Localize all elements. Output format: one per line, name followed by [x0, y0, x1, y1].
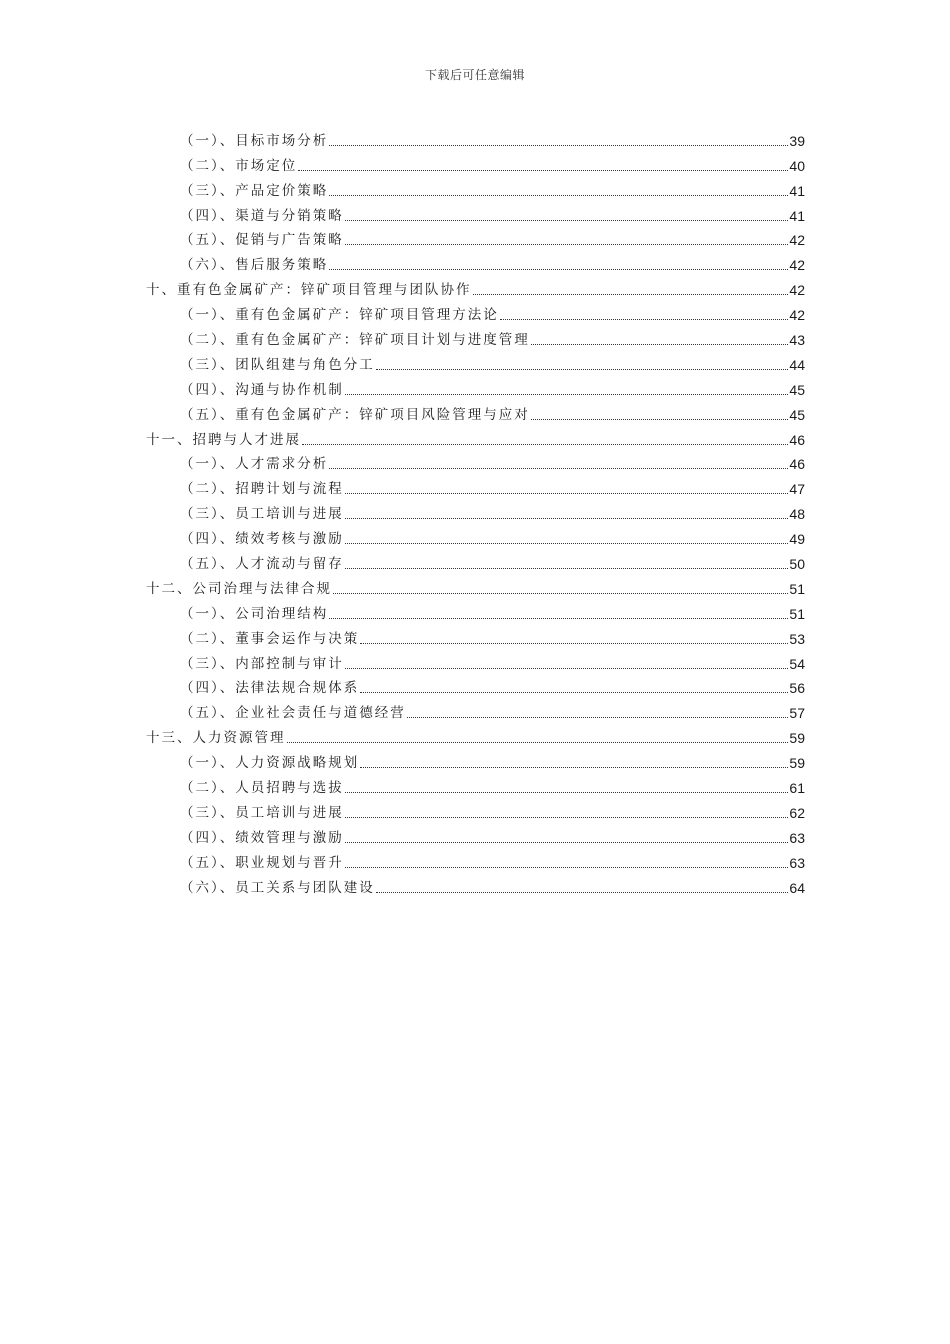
toc-entry-title: （四）、渠道与分销策略	[180, 207, 344, 224]
toc-page-number: 42	[789, 282, 805, 299]
toc-section-entry[interactable]	[0, 349, 950, 374]
toc-section-entry[interactable]	[0, 623, 950, 648]
toc-entry-title: （四）、绩效管理与激励	[180, 829, 344, 846]
dot-leader	[345, 244, 789, 245]
toc-page-number: 57	[789, 705, 805, 722]
toc-entry-line	[180, 779, 805, 797]
toc-entry-line	[180, 704, 805, 722]
toc-entry-line	[180, 530, 805, 548]
toc-entry-line	[180, 879, 805, 897]
toc-entry-line	[180, 381, 805, 399]
toc-entry-line	[180, 331, 805, 349]
toc-section-entry[interactable]	[0, 473, 950, 498]
toc-entry-title: （一）、人力资源战略规划	[180, 755, 360, 772]
toc-section-entry[interactable]	[0, 324, 950, 349]
toc-entry-line	[180, 480, 805, 498]
dot-leader	[298, 170, 788, 171]
toc-entry-title: （二）、董事会运作与决策	[180, 630, 360, 647]
toc-page-number: 44	[789, 356, 805, 373]
toc-entry-title: （五）、促销与广告策略	[180, 232, 344, 249]
dot-leader	[345, 394, 789, 395]
toc-entry-title: （六）、员工关系与团队建设	[180, 879, 375, 896]
toc-page-number: 42	[789, 257, 805, 274]
dot-leader	[345, 493, 789, 494]
toc-entry-line	[180, 679, 805, 697]
dot-leader	[345, 518, 789, 519]
toc-page-number: 56	[789, 680, 805, 697]
dot-leader	[345, 220, 789, 221]
toc-entry-title: （三）、员工培训与进展	[180, 506, 344, 523]
dot-leader	[329, 145, 788, 146]
toc-entry-title: 十一、招聘与人才进展	[146, 431, 301, 448]
toc-entry-line	[180, 555, 805, 573]
toc-section-entry[interactable]	[0, 225, 950, 250]
toc-page-number: 42	[789, 307, 805, 324]
toc-entry-title: （一）、公司治理结构	[180, 605, 329, 622]
toc-page-number: 59	[789, 755, 805, 772]
dot-leader	[531, 419, 789, 420]
toc-entry-line	[180, 804, 805, 822]
toc-entry-title: （二）、市场定位	[180, 157, 298, 174]
toc-entry-title: （五）、职业规划与晋升	[180, 854, 344, 871]
toc-entry-line	[180, 655, 805, 673]
toc-entry-title: 十二、公司治理与法律合规	[146, 580, 332, 597]
toc-entry-line	[180, 505, 805, 523]
toc-page-number: 50	[789, 556, 805, 573]
toc-entry-line	[180, 406, 805, 424]
toc-entry-title: （四）、法律法规合规体系	[180, 680, 360, 697]
dot-leader	[345, 842, 789, 843]
toc-entry-title: （一）、目标市场分析	[180, 132, 329, 149]
dot-leader	[302, 444, 788, 445]
toc-entry-title: （五）、企业社会责任与道德经营	[180, 705, 406, 722]
toc-entry-title: （三）、内部控制与审计	[180, 655, 344, 672]
toc-section-entry[interactable]	[0, 847, 950, 872]
toc-section-entry[interactable]	[0, 523, 950, 548]
dot-leader	[345, 867, 789, 868]
toc-section-entry[interactable]	[0, 498, 950, 523]
toc-entry-line	[180, 854, 805, 872]
toc-page-number: 41	[789, 182, 805, 199]
dot-leader	[500, 319, 789, 320]
toc-page-number: 59	[789, 730, 805, 747]
toc-entry-title: （五）、人才流动与留存	[180, 556, 344, 573]
dot-leader	[345, 668, 789, 669]
toc-section-entry[interactable]	[0, 175, 950, 200]
toc-entry-line	[180, 132, 805, 150]
toc-section-entry[interactable]	[0, 797, 950, 822]
toc-entry-line	[180, 754, 805, 772]
toc-section-entry[interactable]	[0, 125, 950, 150]
toc-section-entry[interactable]	[0, 747, 950, 772]
toc-page-number: 64	[789, 879, 805, 896]
toc-page-number: 46	[789, 431, 805, 448]
toc-section-entry[interactable]	[0, 822, 950, 847]
toc-page-number: 46	[789, 456, 805, 473]
toc-page-number: 47	[789, 481, 805, 498]
toc-page-number: 43	[789, 332, 805, 349]
page-header: 下载后可任意编辑	[424, 68, 525, 82]
toc-entry-title: （二）、重有色金属矿产：锌矿项目计划与进度管理	[180, 332, 530, 349]
dot-leader	[473, 294, 789, 295]
toc-page-number: 49	[789, 531, 805, 548]
toc-entry-line	[180, 829, 805, 847]
toc-page-number: 48	[789, 506, 805, 523]
toc-section-entry[interactable]	[0, 374, 950, 399]
toc-chapter-entry[interactable]	[0, 722, 950, 747]
toc-page-number: 63	[789, 854, 805, 871]
dot-leader	[376, 369, 789, 370]
dot-leader	[345, 817, 789, 818]
toc-entry-title: （一）、重有色金属矿产：锌矿项目管理方法论	[180, 307, 499, 324]
toc-page-number: 53	[789, 630, 805, 647]
toc-chapter-entry[interactable]	[0, 573, 950, 598]
toc-entry-line	[180, 207, 805, 225]
toc-section-entry[interactable]	[0, 399, 950, 424]
dot-leader	[360, 767, 788, 768]
toc-page-number: 62	[789, 804, 805, 821]
dot-leader	[345, 568, 789, 569]
toc-entry-title: 十、重有色金属矿产：锌矿项目管理与团队协作	[146, 282, 472, 299]
dot-leader	[360, 692, 788, 693]
dot-leader	[407, 717, 789, 718]
toc-page-number: 39	[789, 132, 805, 149]
toc-entry-line	[146, 729, 805, 747]
dot-leader	[329, 195, 788, 196]
toc-section-entry[interactable]	[0, 872, 950, 897]
toc-page-number: 51	[789, 605, 805, 622]
toc-entry-title: （二）、人员招聘与选拔	[180, 780, 344, 797]
toc-entry-title: （五）、重有色金属矿产：锌矿项目风险管理与应对	[180, 406, 530, 423]
toc-entry-line	[180, 356, 805, 374]
toc-page-number: 45	[789, 381, 805, 398]
toc-entry-line	[180, 630, 805, 648]
toc-entry-line	[180, 605, 805, 623]
dot-leader	[329, 468, 788, 469]
toc-entry-title: （一）、人才需求分析	[180, 456, 329, 473]
toc-section-entry[interactable]	[0, 673, 950, 698]
toc-section-entry[interactable]	[0, 299, 950, 324]
toc-entry-line	[146, 281, 805, 299]
toc-entry-title: （四）、沟通与协作机制	[180, 381, 344, 398]
toc-entry-title: 十三、人力资源管理	[146, 730, 286, 747]
toc-section-entry[interactable]	[0, 772, 950, 797]
toc-section-entry[interactable]	[0, 150, 950, 175]
toc-section-entry[interactable]	[0, 598, 950, 623]
toc-chapter-entry[interactable]	[0, 274, 950, 299]
toc-page-number: 40	[789, 157, 805, 174]
toc-entry-title: （四）、绩效考核与激励	[180, 531, 344, 548]
toc-section-entry[interactable]	[0, 648, 950, 673]
toc-entry-line	[180, 256, 805, 274]
dot-leader	[333, 593, 788, 594]
toc-entry-line	[180, 182, 805, 200]
toc-section-entry[interactable]	[0, 249, 950, 274]
toc-page-number: 45	[789, 406, 805, 423]
toc-page-number: 42	[789, 232, 805, 249]
toc-entry-title: （三）、团队组建与角色分工	[180, 356, 375, 373]
toc-entry-title: （二）、招聘计划与流程	[180, 481, 344, 498]
toc-entry-line	[146, 580, 805, 598]
dot-leader	[376, 892, 789, 893]
toc-page-number: 51	[789, 580, 805, 597]
dot-leader	[345, 543, 789, 544]
toc-page-number: 63	[789, 829, 805, 846]
toc-chapter-entry[interactable]	[0, 424, 950, 449]
table-of-contents	[0, 125, 950, 897]
dot-leader	[345, 792, 789, 793]
dot-leader	[329, 269, 788, 270]
toc-entry-title: （三）、产品定价策略	[180, 182, 329, 199]
toc-entry-line	[180, 157, 805, 175]
toc-section-entry[interactable]	[0, 200, 950, 225]
toc-page-number: 54	[789, 655, 805, 672]
toc-entry-title: （三）、员工培训与进展	[180, 804, 344, 821]
toc-entry-line	[180, 306, 805, 324]
toc-entry-line	[180, 231, 805, 249]
toc-entry-line	[146, 431, 805, 449]
toc-entry-title: （六）、售后服务策略	[180, 257, 329, 274]
toc-page-number: 61	[789, 780, 805, 797]
toc-entry-line	[180, 455, 805, 473]
dot-leader	[531, 344, 789, 345]
toc-section-entry[interactable]	[0, 548, 950, 573]
toc-section-entry[interactable]	[0, 697, 950, 722]
toc-section-entry[interactable]	[0, 449, 950, 474]
dot-leader	[287, 742, 789, 743]
toc-page-number: 41	[789, 207, 805, 224]
dot-leader	[360, 643, 788, 644]
dot-leader	[329, 618, 788, 619]
